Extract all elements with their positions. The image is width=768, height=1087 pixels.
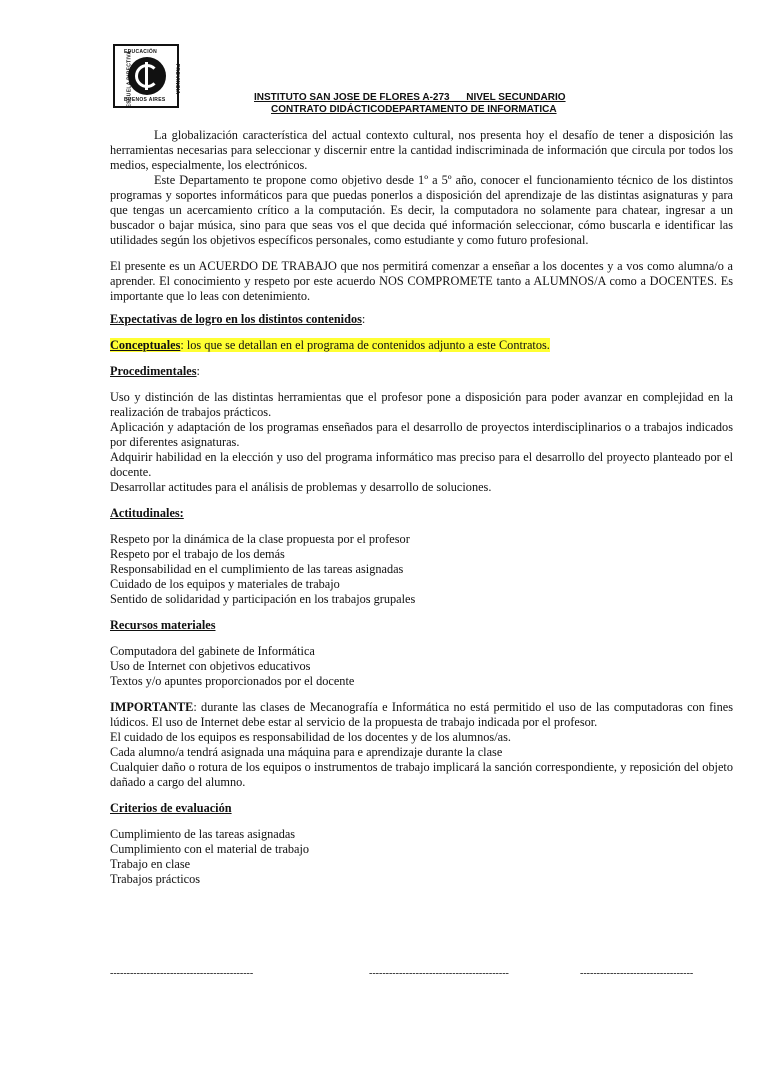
expectativas-colon: : bbox=[361, 312, 366, 326]
conceptuales-section bbox=[110, 338, 733, 353]
importante-paragraph bbox=[110, 700, 733, 730]
procedimentales-colon: : bbox=[196, 364, 200, 378]
list-item: Desarrollar actitudes para el análisis de problemas y desarrollo de soluciones. bbox=[110, 480, 492, 494]
list-item: Sentido de solidaridad y participación en los trabajos grupales bbox=[110, 592, 416, 606]
actitudinales-section bbox=[110, 506, 733, 521]
logo-seal-icon bbox=[128, 57, 166, 95]
importante-label: IMPORTANTE bbox=[110, 700, 194, 714]
procedimentales-heading: Procedimentales bbox=[110, 364, 197, 378]
list-item: Cumplimiento de las tareas asignadas bbox=[110, 827, 296, 841]
list-item: Responsabilidad en el cumplimiento de las tareas asignadas bbox=[110, 562, 404, 576]
recursos-section bbox=[110, 618, 733, 633]
list-item: Uso y distinción de las distintas herramientas que el profesor pone a disposición para poder avanzar en complejidad en la realización de trabajos prácticos. bbox=[110, 390, 733, 419]
intro-paragraph-3: El presente es un ACUERDO DE TRABAJO que nos permitirá comenzar a enseñar a los docentes y a vos como alumna/o a aprender. El conocimiento y respeto por este acuerdo NOS COMPROMETE tanto a ALUMNOS/A como a DOCENTES. Es importante que lo leas con detenimiento. bbox=[110, 259, 733, 303]
expectativas-heading: Expectativas de logro en los distintos contenidos bbox=[110, 312, 362, 326]
logo-text-bottom: BUENOS AIRES bbox=[124, 97, 166, 103]
intro-paragraph-1: La globalización característica del actual contexto cultural, nos presenta hoy el desafío de tener a disposición las herramientas necesarias para seleccionar y discernir entre la cantidad indiscriminada de información que circula por todos los medios, especialmente, los electrónicos. bbox=[110, 128, 733, 172]
signature-line-3: ---------------------------------- bbox=[580, 968, 694, 979]
list-item: Aplicación y adaptación de los programas enseñados para el desarrollo de proyectos interdisciplinarios o a trabajos indicados por diferentes asignaturas. bbox=[110, 420, 733, 449]
conceptuales-text: : los que se detallan en el programa de contenidos adjunto a este Contratos. bbox=[180, 338, 550, 352]
criterios-section bbox=[110, 801, 733, 816]
recursos-heading: Recursos materiales bbox=[110, 618, 216, 632]
logo-text-top: EDUCACIÓN bbox=[124, 49, 157, 55]
list-item: Adquirir habilidad en la elección y uso del programa informático mas preciso para el desarrollo del proyecto planteado por el docente. bbox=[110, 450, 733, 479]
procedimentales-section bbox=[110, 364, 733, 379]
list-item: Cada alumno/a tendrá asignada una máquina para e aprendizaje durante la clase bbox=[110, 745, 503, 759]
intro-paragraph-2: Este Departamento te propone como objetivo desde 1º a 5º año, conocer el funcionamiento técnico de los distintos programas y soportes informáticos para que puedas ponerlos a disposición del aprendizaje de las distintas asignaturas y para que tengas un acercamiento crítico a la computación. Es decir, la computadora no solamente para chatear, ingresar a un buscador o bajar música, sino para que seas vos el que decida qué información seleccionar, cómo buscarla e identificar las utilidades según los objetivos específicos personales, como estudiante y como futuro profesional. bbox=[110, 173, 733, 247]
list-item: Textos y/o apuntes proporcionados por el docente bbox=[110, 674, 355, 688]
expectativas-section bbox=[110, 312, 733, 327]
list-item: El cuidado de los equipos es responsabilidad de los docentes y de los alumnos/as. bbox=[110, 730, 511, 744]
list-item: Respeto por el trabajo de los demás bbox=[110, 547, 285, 561]
logo-text-right: PROVINCIA bbox=[173, 63, 180, 95]
actitudinales-heading: Actitudinales: bbox=[110, 506, 184, 520]
signature-line-2: ------------------------------------------ bbox=[369, 968, 509, 979]
signature-line-1: ------------------------------------------- bbox=[110, 968, 254, 979]
importante-text: : durante las clases de Mecanografía e Informática no está permitido el uso de las computadoras con fines lúdicos. El uso de Internet debe estar al servicio de la propuesta de trabajo indicada por el profesor. bbox=[110, 700, 733, 729]
document-body bbox=[110, 128, 733, 887]
school-logo bbox=[113, 44, 179, 108]
header-line-1: INSTITUTO SAN JOSE DE FLORES A-273 NIVEL SECUNDARIO bbox=[254, 92, 566, 103]
list-item: Cumplimiento con el material de trabajo bbox=[110, 842, 310, 856]
list-item: Cuidado de los equipos y materiales de trabajo bbox=[110, 577, 340, 591]
header-line-2: CONTRATO DIDÁCTICODEPARTAMENTO DE INFORMATICA bbox=[271, 104, 557, 115]
list-item: Cualquier daño o rotura de los equipos o instrumentos de trabajo implicará la sanción correspondiente, y reposición del objeto dañado a cargo del alumno. bbox=[110, 760, 733, 789]
list-item: Uso de Internet con objetivos educativos bbox=[110, 659, 311, 673]
list-item: Computadora del gabinete de Informática bbox=[110, 644, 315, 658]
list-item: Trabajos prácticos bbox=[110, 872, 201, 886]
conceptuales-heading: Conceptuales bbox=[110, 338, 181, 352]
list-item: Trabajo en clase bbox=[110, 857, 191, 871]
list-item: Respeto por la dinámica de la clase propuesta por el profesor bbox=[110, 532, 410, 546]
criterios-heading: Criterios de evaluación bbox=[110, 801, 232, 815]
